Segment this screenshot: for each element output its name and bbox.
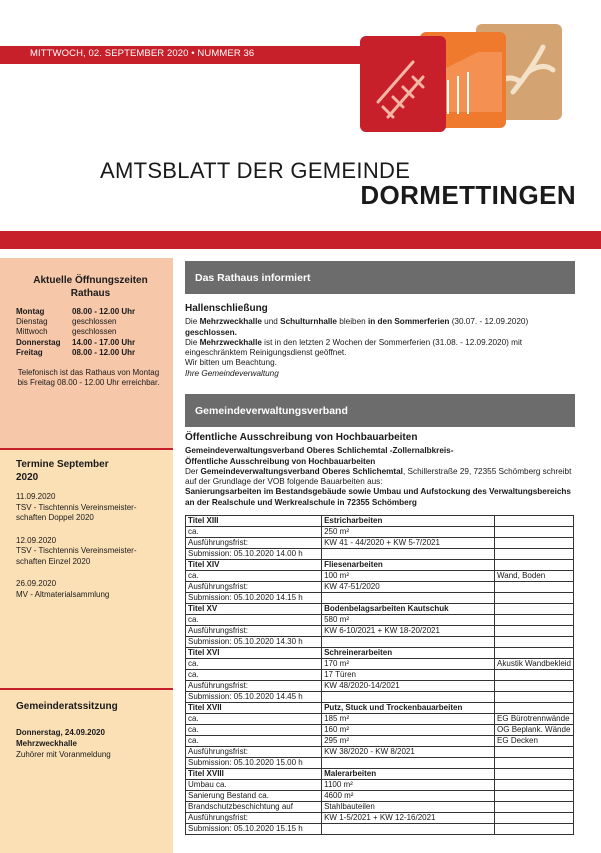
opening-hours-list: [16, 307, 165, 358]
table-cell: [495, 681, 574, 692]
table-cell: Fliesenarbeiten: [322, 560, 495, 571]
table-row: [186, 769, 574, 780]
hours-day: Donnerstag: [16, 337, 61, 347]
table-cell: Titel XVIII: [186, 769, 322, 780]
hall-closure-paragraph2: Die Mehrzweckhalle ist in den letzten 2 Wochen der Sommerferien (31.08. - 12.09.2020) mit eingeschränktem Reinigungsdienst geöffnet.: [185, 337, 523, 358]
table-row: [186, 736, 574, 747]
event-text: TSV - Tischtennis Vereinsmeister-schaften Einzel 2020: [16, 546, 137, 566]
title-line2: DORMETTINGEN: [360, 180, 576, 210]
events-list: [16, 492, 165, 600]
table-cell: Ausführungsfrist:: [186, 582, 322, 593]
table-row: [186, 747, 574, 758]
table-cell: [495, 615, 574, 626]
table-cell: Submission: 05.10.2020 15.15 h: [186, 824, 322, 835]
divider-red-bar: [0, 231, 601, 249]
table-cell: Ausführungsfrist:: [186, 538, 322, 549]
table-cell: ca.: [186, 725, 322, 736]
issue-line: MITTWOCH, 02. SEPTEMBER 2020 • NUMMER 36: [30, 48, 255, 59]
table-cell: [322, 824, 495, 835]
table-cell: EG Decken: [495, 736, 574, 747]
table-cell: ca.: [186, 714, 322, 725]
council-box: [0, 688, 173, 853]
table-cell: Ausführungsfrist:: [186, 813, 322, 824]
table-row: [186, 593, 574, 604]
table-row: [186, 681, 574, 692]
table-row: [186, 637, 574, 648]
table-row: [186, 571, 574, 582]
hours-row: [16, 348, 165, 358]
events-box: [0, 448, 173, 688]
hall-closure-paragraph3: Wir bitten um Beachtung.: [185, 358, 277, 368]
table-cell: 1100 m²: [322, 780, 495, 791]
table-row: [186, 703, 574, 714]
hours-time: 14.00 - 17.00 Uhr: [72, 337, 136, 347]
table-cell: Brandschutzbeschichtung auf: [186, 802, 322, 813]
table-row: [186, 791, 574, 802]
table-cell: ca.: [186, 670, 322, 681]
event-date: 12.09.2020: [16, 535, 57, 545]
table-row: [186, 813, 574, 824]
table-cell: [495, 560, 574, 571]
tender-project: Sanierungsarbeiten im Bestandsgebäude sowie Umbau und Aufstockung des Verwaltungsbereichs an der Realschule und Werkrealschule in 72355 Schömberg: [185, 487, 571, 507]
table-row: [186, 692, 574, 703]
event-text: TSV - Tischtennis Vereinsmeister-schaften Doppel 2020: [16, 502, 137, 522]
table-cell: Titel XVII: [186, 703, 322, 714]
table-cell: Akustik Wandbekleid: [495, 659, 574, 670]
table-cell: 17 Türen: [322, 670, 495, 681]
table-cell: Wand, Boden: [495, 571, 574, 582]
section-heading-verband: Gemeindeverwaltungsverband: [185, 394, 575, 427]
table-cell: 170 m²: [322, 659, 495, 670]
table-cell: Sanierung Bestand ca.: [186, 791, 322, 802]
table-cell: Bodenbelagsarbeiten Kautschuk: [322, 604, 495, 615]
table-cell: [495, 802, 574, 813]
table-cell: 580 m²: [322, 615, 495, 626]
table-row: [186, 648, 574, 659]
table-row: [186, 802, 574, 813]
table-row: [186, 824, 574, 835]
table-cell: KW 41 - 44/2020 + KW 5-7/2021: [322, 538, 495, 549]
table-cell: [495, 538, 574, 549]
table-cell: [322, 593, 495, 604]
tender-authority: Gemeindeverwaltungsverband Oberes Schlichemtal -Zollernalbkreis-: [185, 446, 454, 456]
hall-closure-signature: Ihre Gemeindeverwaltung: [185, 368, 279, 378]
tender-type: Öffentliche Ausschreibung von Hochbauarbeiten: [185, 456, 376, 466]
table-cell: [495, 549, 574, 560]
table-cell: [495, 813, 574, 824]
table-row: [186, 549, 574, 560]
table-row: [186, 516, 574, 527]
opening-hours-title: Aktuelle Öffnungszeiten Rathaus: [33, 275, 148, 299]
table-cell: OG Beplank. Wände: [495, 725, 574, 736]
event-item: [16, 536, 165, 568]
table-cell: [495, 703, 574, 714]
municipality-logo: [358, 22, 568, 134]
table-cell: Putz, Stuck und Trockenbauarbeiten: [322, 703, 495, 714]
council-title: Gemeinderatssitzung: [16, 701, 118, 712]
table-row: [186, 780, 574, 791]
table-cell: Umbau ca.: [186, 780, 322, 791]
tender-title: Öffentliche Ausschreibung von Hochbauarbeiten: [185, 432, 418, 443]
opening-hours-box: [0, 258, 173, 448]
hours-time: geschlossen: [72, 327, 117, 337]
table-cell: ca.: [186, 527, 322, 538]
table-cell: EG Bürotrennwände: [495, 714, 574, 725]
table-cell: [322, 758, 495, 769]
table-cell: [495, 791, 574, 802]
table-row: [186, 725, 574, 736]
table-cell: 250 m²: [322, 527, 495, 538]
event-date: 11.09.2020: [16, 492, 56, 501]
tender-lots-table: [185, 515, 574, 835]
table-cell: KW 38/2020 - KW 8/2021: [322, 747, 495, 758]
table-cell: [495, 604, 574, 615]
section-verband-content: [185, 433, 577, 508]
table-cell: Ausführungsfrist:: [186, 747, 322, 758]
table-cell: Schreinerarbeiten: [322, 648, 495, 659]
table-cell: [495, 758, 574, 769]
table-cell: Submission: 05.10.2020 15.00 h: [186, 758, 322, 769]
council-info: [16, 727, 165, 760]
table-row: [186, 582, 574, 593]
hall-closure-title: Hallenschließung: [185, 303, 268, 314]
hours-row: [16, 338, 165, 348]
table-row: [186, 626, 574, 637]
table-cell: [495, 582, 574, 593]
tender-intro: Der Gemeindeverwaltungsverband Oberes Schlichemtal, Schillerstraße 29, 72355 Schömberg schreibt auf der Grundlage der VOB folgende Bauarbeiten aus:: [185, 466, 572, 487]
table-cell: 295 m²: [322, 736, 495, 747]
event-item: [16, 492, 165, 524]
table-cell: Submission: 05.10.2020 14.30 h: [186, 637, 322, 648]
table-cell: Submission: 05.10.2020 14.45 h: [186, 692, 322, 703]
table-cell: KW 48/2020-14/2021: [322, 681, 495, 692]
table-row: [186, 560, 574, 571]
hours-day: Dienstag: [16, 317, 48, 327]
table-cell: Malerarbeiten: [322, 769, 495, 780]
table-cell: 160 m²: [322, 725, 495, 736]
hall-closure-paragraph1: Die Mehrzweckhalle und Schulturnhalle bleiben in den Sommerferien (30.07. - 12.09.2020) geschlossen.: [185, 317, 529, 337]
table-cell: [495, 648, 574, 659]
section-heading-rathaus: Das Rathaus informiert: [185, 261, 575, 294]
hours-row: [16, 307, 165, 317]
hours-day: Freitag: [16, 347, 43, 357]
event-item: [16, 579, 165, 600]
table-cell: [495, 824, 574, 835]
hours-row: [16, 317, 165, 327]
table-cell: [495, 670, 574, 681]
table-cell: [322, 692, 495, 703]
table-cell: Stahlbauteilen: [322, 802, 495, 813]
hours-day: Mittwoch: [16, 327, 48, 337]
table-cell: Titel XIV: [186, 560, 322, 571]
table-row: [186, 538, 574, 549]
table-cell: Estricharbeiten: [322, 516, 495, 527]
table-row: [186, 714, 574, 725]
table-row: [186, 670, 574, 681]
table-cell: [322, 549, 495, 560]
table-cell: [495, 780, 574, 791]
table-cell: [495, 527, 574, 538]
table-row: [186, 615, 574, 626]
table-cell: [322, 637, 495, 648]
table-cell: Titel XVI: [186, 648, 322, 659]
table-row: [186, 527, 574, 538]
table-cell: KW 1-5/2021 + KW 12-16/2021: [322, 813, 495, 824]
table-cell: [495, 593, 574, 604]
table-cell: 185 m²: [322, 714, 495, 725]
table-cell: Titel XV: [186, 604, 322, 615]
table-row: [186, 604, 574, 615]
table-cell: Ausführungsfrist:: [186, 626, 322, 637]
table-cell: [495, 516, 574, 527]
table-cell: ca.: [186, 659, 322, 670]
table-cell: [495, 747, 574, 758]
section-rathaus-content: [185, 304, 577, 379]
table-cell: [495, 692, 574, 703]
hours-row: [16, 327, 165, 337]
council-place: Mehrzweckhalle: [16, 739, 77, 748]
hours-day: Montag: [16, 307, 45, 316]
table-cell: KW 6-10/2021 + KW 18-20/2021: [322, 626, 495, 637]
title-line1: AMTSBLATT DER GEMEINDE: [100, 158, 411, 183]
table-cell: [495, 769, 574, 780]
table-cell: Submission: 05.10.2020 14.15 h: [186, 593, 322, 604]
event-text: MV - Altmaterialsammlung: [16, 589, 110, 599]
table-cell: [495, 626, 574, 637]
council-note: Zuhörer mit Voranmeldung: [16, 750, 111, 759]
table-cell: ca.: [186, 615, 322, 626]
table-cell: ca.: [186, 736, 322, 747]
hours-time: 08.00 - 12.00 Uhr: [72, 347, 136, 357]
table-cell: [495, 637, 574, 648]
table-cell: ca.: [186, 571, 322, 582]
table-row: [186, 659, 574, 670]
council-date: Donnerstag, 24.09.2020: [16, 728, 105, 737]
event-date: 26.09.2020: [16, 579, 57, 588]
table-cell: Ausführungsfrist:: [186, 681, 322, 692]
table-cell: 4600 m²: [322, 791, 495, 802]
table-cell: Submission: 05.10.2020 14.00 h: [186, 549, 322, 560]
events-title: Termine September 2020: [16, 459, 109, 483]
hours-time: geschlossen: [72, 317, 117, 327]
table-cell: Titel XIII: [186, 516, 322, 527]
hours-time: 08.00 - 12.00 Uhr: [72, 307, 136, 316]
table-cell: 100 m²: [322, 571, 495, 582]
table-row: [186, 758, 574, 769]
phone-note: Telefonisch ist das Rathaus von Montag bis Freitag 08.00 - 12.00 Uhr erreichbar.: [17, 368, 160, 388]
table-cell: KW 47-51/2020: [322, 582, 495, 593]
